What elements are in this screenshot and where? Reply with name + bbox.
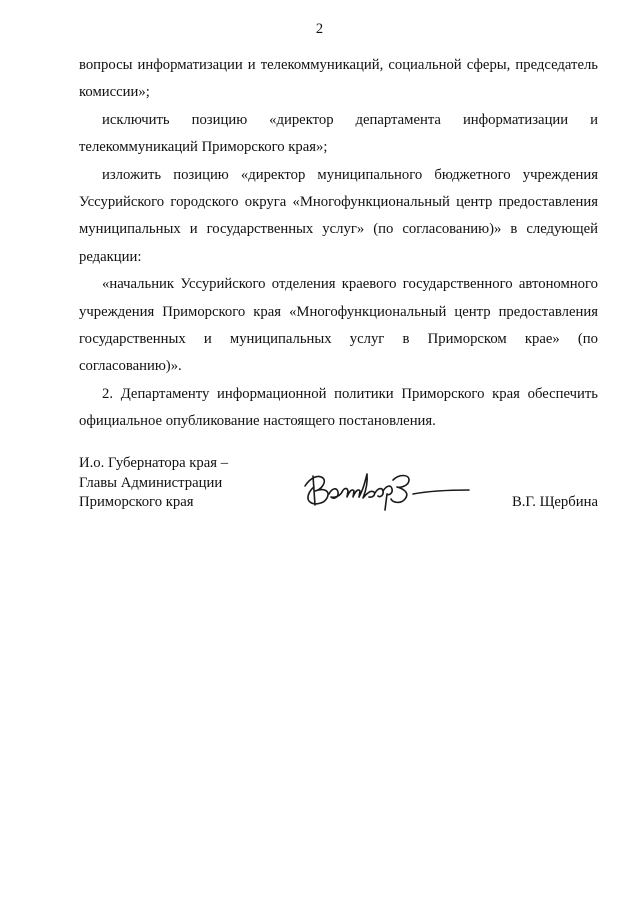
paragraph-4: «начальник Уссурийского отделения краевого государственного автономного учреждения Приморского края «Многофункциональный центр предоставления государственных и муниципальных услуг в Приморском крае» (по согласованию)». <box>79 276 598 375</box>
signatory-position <box>79 454 228 513</box>
paragraph-3: изложить позицию «директор муниципального бюджетного учреждения Уссурийского городского округа «Многофункциональный центр предоставления муниципальных и государственных услуг» (по согласованию)» в следующей редакции: <box>79 166 598 265</box>
paragraph-2: исключить позицию «директор департамента информатизации и телекоммуникаций Приморского края»; <box>79 111 598 156</box>
handwritten-signature <box>301 460 473 516</box>
signatory-position-line-1: И.о. Губернатора края – <box>79 455 229 471</box>
paragraph-5: 2. Департаменту информационной политики Приморского края обеспечить официальное опубликование настоящего постановления. <box>79 385 598 430</box>
paragraph-1: вопросы информатизации и телекоммуникаций, социальной сферы, председатель комиссии»; <box>79 57 598 101</box>
document-body <box>79 52 598 436</box>
signature-block <box>79 454 598 524</box>
page-number: 2 <box>315 21 324 37</box>
signatory-position-line-3: Приморского края <box>79 494 194 510</box>
signatory-position-line-2: Главы Администрации <box>79 474 223 491</box>
signatory-name: В.Г. Щербина <box>511 494 598 510</box>
